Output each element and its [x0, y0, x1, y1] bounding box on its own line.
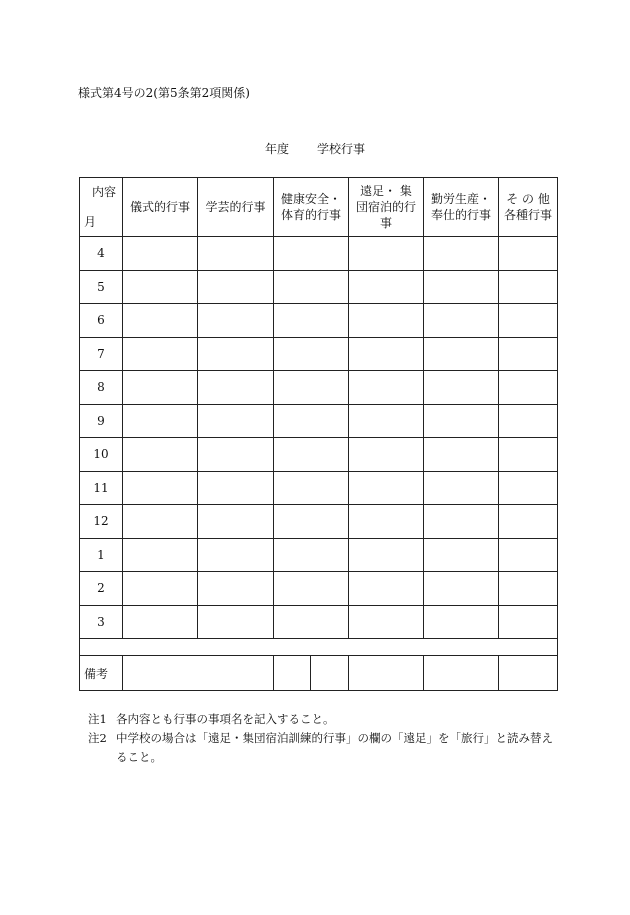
event-cell[interactable] — [424, 505, 499, 539]
event-cell[interactable] — [499, 237, 558, 271]
event-cell[interactable] — [123, 237, 198, 271]
event-cell[interactable] — [349, 538, 424, 572]
event-cell[interactable] — [123, 538, 198, 572]
event-cell[interactable] — [274, 572, 349, 606]
event-cell[interactable] — [499, 404, 558, 438]
event-cell[interactable] — [123, 572, 198, 606]
event-cell[interactable] — [274, 505, 349, 539]
event-cell[interactable] — [123, 505, 198, 539]
note-label: 注2 — [88, 731, 107, 745]
event-cell[interactable] — [499, 270, 558, 304]
month-row — [80, 304, 558, 338]
note-2 — [88, 729, 558, 767]
month-row — [80, 605, 558, 639]
event-cell[interactable] — [349, 505, 424, 539]
school-events-table — [79, 177, 558, 691]
corner-month-label: 月 — [84, 215, 97, 229]
corner-cell — [80, 178, 123, 237]
remarks-cell[interactable] — [499, 656, 558, 691]
event-cell[interactable] — [123, 438, 198, 472]
col-header-ceremonial: 儀式的行事 — [123, 178, 198, 237]
event-cell[interactable] — [123, 371, 198, 405]
remarks-cell[interactable] — [123, 656, 274, 691]
event-cell[interactable] — [198, 538, 274, 572]
event-cell[interactable] — [198, 237, 274, 271]
event-cell[interactable] — [198, 337, 274, 371]
event-cell[interactable] — [499, 371, 558, 405]
note-1 — [88, 710, 558, 729]
event-cell[interactable] — [424, 471, 499, 505]
event-cell[interactable] — [274, 337, 349, 371]
col-header-health-safety: 健康安全・ 体育的行事 — [274, 178, 349, 237]
month-label: 10 — [80, 438, 123, 472]
event-cell[interactable] — [123, 404, 198, 438]
col-header-other: そ の 他 各種行事 — [499, 178, 558, 237]
event-cell[interactable] — [274, 538, 349, 572]
month-row — [80, 337, 558, 371]
corner-content-label: 内容 — [91, 185, 116, 199]
event-cell[interactable] — [274, 304, 349, 338]
event-cell[interactable] — [499, 304, 558, 338]
title-year-label: 年度 — [264, 142, 289, 156]
event-cell[interactable] — [424, 572, 499, 606]
event-cell[interactable] — [424, 605, 499, 639]
event-cell[interactable] — [198, 404, 274, 438]
month-label: 3 — [80, 605, 123, 639]
form-number: 様式第4号の2(第5条第2項関係) — [78, 86, 250, 100]
month-label: 5 — [80, 270, 123, 304]
month-label: 2 — [80, 572, 123, 606]
event-cell[interactable] — [198, 438, 274, 472]
event-cell[interactable] — [198, 572, 274, 606]
month-label: 4 — [80, 237, 123, 271]
month-row — [80, 538, 558, 572]
remarks-cell[interactable] — [349, 656, 424, 691]
note-text: 各内容とも行事の事項名を記入すること。 — [116, 712, 335, 726]
event-cell[interactable] — [424, 337, 499, 371]
remarks-cell[interactable] — [274, 656, 311, 691]
event-cell[interactable] — [424, 404, 499, 438]
remarks-cell[interactable] — [311, 656, 349, 691]
event-cell[interactable] — [499, 572, 558, 606]
event-cell[interactable] — [274, 237, 349, 271]
month-row — [80, 471, 558, 505]
event-cell[interactable] — [198, 471, 274, 505]
event-cell[interactable] — [274, 438, 349, 472]
remarks-label: 備考 — [80, 656, 123, 691]
event-cell[interactable] — [198, 505, 274, 539]
event-cell[interactable] — [123, 270, 198, 304]
remarks-cell[interactable] — [424, 656, 499, 691]
month-label: 8 — [80, 371, 123, 405]
event-cell[interactable] — [499, 471, 558, 505]
event-cell[interactable] — [349, 404, 424, 438]
event-cell[interactable] — [499, 505, 558, 539]
month-label: 6 — [80, 304, 123, 338]
event-cell[interactable] — [349, 371, 424, 405]
event-cell[interactable] — [274, 605, 349, 639]
col-header-labor-service: 勤労生産・ 奉仕的行事 — [424, 178, 499, 237]
month-label: 1 — [80, 538, 123, 572]
event-cell[interactable] — [499, 605, 558, 639]
month-row — [80, 371, 558, 405]
event-cell[interactable] — [198, 371, 274, 405]
month-label: 9 — [80, 404, 123, 438]
note-text: 中学校の場合は「遠足・集団宿泊訓練的行事」の欄の「遠足」を「旅行」と読み替えること。 — [116, 731, 553, 764]
title-name: 学校行事 — [317, 142, 366, 156]
event-cell[interactable] — [424, 371, 499, 405]
month-label: 7 — [80, 337, 123, 371]
event-cell[interactable] — [349, 471, 424, 505]
remarks-row — [80, 656, 558, 691]
event-cell[interactable] — [123, 337, 198, 371]
month-row — [80, 438, 558, 472]
event-cell[interactable] — [349, 304, 424, 338]
event-cell[interactable] — [424, 538, 499, 572]
col-header-cultural: 学芸的行事 — [198, 178, 274, 237]
note-label: 注1 — [88, 712, 107, 726]
event-cell[interactable] — [274, 471, 349, 505]
month-row — [80, 270, 558, 304]
event-cell[interactable] — [499, 337, 558, 371]
month-label: 11 — [80, 471, 123, 505]
event-cell[interactable] — [198, 605, 274, 639]
event-cell[interactable] — [349, 572, 424, 606]
event-cell[interactable] — [349, 270, 424, 304]
event-cell[interactable] — [499, 538, 558, 572]
event-cell[interactable] — [349, 605, 424, 639]
event-cell[interactable] — [274, 270, 349, 304]
event-cell[interactable] — [274, 404, 349, 438]
event-cell[interactable] — [424, 270, 499, 304]
event-cell[interactable] — [198, 270, 274, 304]
event-cell[interactable] — [274, 371, 349, 405]
month-row — [80, 404, 558, 438]
event-cell[interactable] — [349, 438, 424, 472]
page-title — [0, 140, 630, 157]
event-cell[interactable] — [424, 304, 499, 338]
event-cell[interactable] — [349, 337, 424, 371]
month-row — [80, 505, 558, 539]
event-cell[interactable] — [424, 237, 499, 271]
month-row — [80, 572, 558, 606]
event-cell[interactable] — [123, 471, 198, 505]
event-cell[interactable] — [123, 304, 198, 338]
event-cell[interactable] — [123, 605, 198, 639]
month-row — [80, 237, 558, 271]
month-label: 12 — [80, 505, 123, 539]
blank-row — [80, 639, 558, 656]
event-cell[interactable] — [499, 438, 558, 472]
event-cell[interactable] — [424, 438, 499, 472]
event-cell[interactable] — [349, 237, 424, 271]
col-header-excursion: 遠足・ 集 団宿泊的行 事 — [349, 178, 424, 237]
header-row — [80, 178, 558, 237]
event-cell[interactable] — [198, 304, 274, 338]
notes-section — [88, 710, 558, 767]
